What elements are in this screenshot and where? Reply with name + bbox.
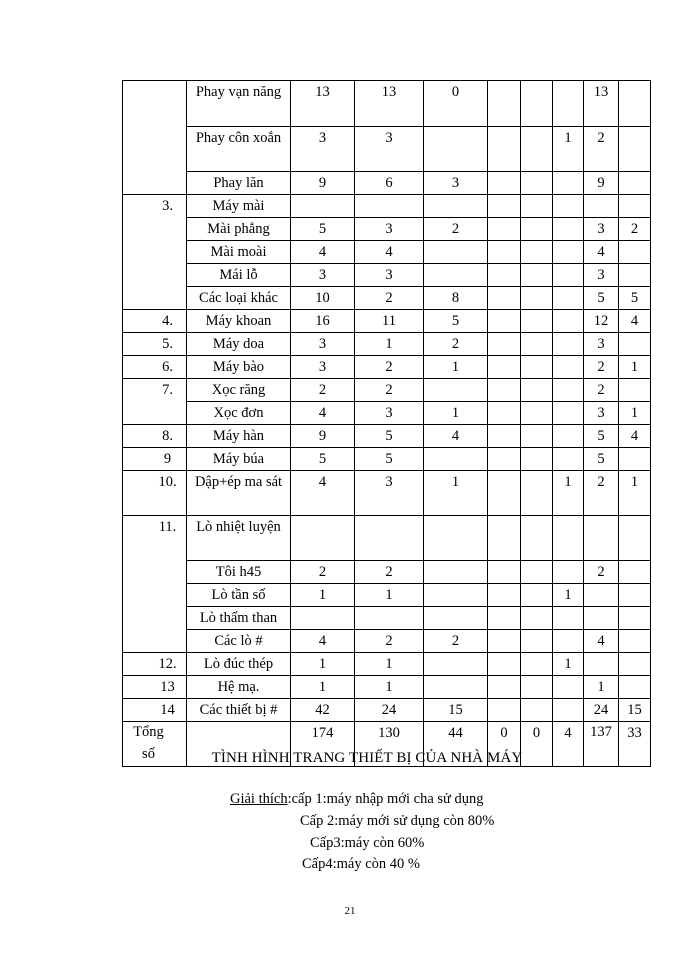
grade4-cell <box>521 676 553 699</box>
total-cell: 16 <box>291 310 355 333</box>
col-b-cell <box>619 81 651 127</box>
extra-cell <box>553 561 584 584</box>
equipment-name-cell: Máy doa <box>187 333 291 356</box>
extra-cell <box>553 287 584 310</box>
extra-cell: 4 <box>553 722 584 767</box>
col-a-cell: 2 <box>584 127 619 172</box>
col-a-cell <box>584 195 619 218</box>
col-b-cell <box>619 630 651 653</box>
equipment-name-cell: Phay lăn <box>187 172 291 195</box>
total-cell: 2 <box>291 379 355 402</box>
table-row <box>123 356 699 379</box>
total-cell <box>291 607 355 630</box>
grade2-cell <box>424 676 488 699</box>
table-row <box>123 81 699 127</box>
legend-line-3: Cấp3:máy còn 60% <box>310 835 425 851</box>
col-a-cell: 3 <box>584 218 619 241</box>
grade2-cell <box>424 653 488 676</box>
grade3-cell <box>488 218 521 241</box>
table-caption <box>0 750 700 767</box>
extra-cell: 1 <box>553 127 584 172</box>
total-label-cell: Tổng số <box>123 722 187 767</box>
table-row <box>123 218 699 241</box>
grade4-cell <box>521 584 553 607</box>
grade1-cell: 2 <box>355 379 424 402</box>
grade1-cell <box>355 516 424 561</box>
col-a-cell: 2 <box>584 356 619 379</box>
col-a-cell: 4 <box>584 241 619 264</box>
grade2-cell <box>424 379 488 402</box>
grade2-cell: 3 <box>424 172 488 195</box>
col-b-cell <box>619 584 651 607</box>
grade2-cell <box>424 584 488 607</box>
grade2-cell <box>424 607 488 630</box>
col-a-cell: 12 <box>584 310 619 333</box>
equipment-name-cell: Máy hàn <box>187 425 291 448</box>
col-b-cell: 4 <box>619 425 651 448</box>
grade1-cell: 13 <box>355 81 424 127</box>
grade3-cell <box>488 425 521 448</box>
extra-cell <box>553 676 584 699</box>
equipment-name-cell: Lò tần số <box>187 584 291 607</box>
extra-cell <box>553 241 584 264</box>
grade3-cell <box>488 264 521 287</box>
grade2-cell: 2 <box>424 218 488 241</box>
grade1-cell: 3 <box>355 471 424 516</box>
grade2-cell: 0 <box>424 81 488 127</box>
table-row <box>123 310 699 333</box>
col-a-cell: 13 <box>584 81 619 127</box>
grade1-cell: 3 <box>355 127 424 172</box>
grade2-cell: 4 <box>424 425 488 448</box>
equipment-name-cell: Mài phẳng <box>187 218 291 241</box>
grade1-cell: 2 <box>355 287 424 310</box>
table-row <box>123 699 699 722</box>
extra-cell <box>553 333 584 356</box>
table-row <box>123 653 699 676</box>
table-row <box>123 195 699 218</box>
total-cell <box>291 516 355 561</box>
grade3-cell <box>488 676 521 699</box>
extra-cell: 1 <box>553 584 584 607</box>
grade3-cell <box>488 195 521 218</box>
row-number-cell: 4. <box>123 310 187 333</box>
grade4-cell <box>521 653 553 676</box>
total-cell: 10 <box>291 287 355 310</box>
table-row <box>123 127 699 172</box>
grade3-cell <box>488 379 521 402</box>
table-row <box>123 448 699 471</box>
page-number: 21 <box>344 905 356 917</box>
grade4-cell <box>521 402 553 425</box>
grade2-cell: 2 <box>424 333 488 356</box>
total-cell: 9 <box>291 172 355 195</box>
col-b-cell: 1 <box>619 402 651 425</box>
legend-line-2: Cấp 2:máy mới sử dụng còn 80% <box>300 813 495 829</box>
col-a-cell: 3 <box>584 333 619 356</box>
grade4-cell <box>521 379 553 402</box>
total-cell: 174 <box>291 722 355 767</box>
grade3-cell <box>488 81 521 127</box>
legend-line-1 <box>230 791 484 808</box>
extra-cell <box>553 699 584 722</box>
col-b-cell: 5 <box>619 287 651 310</box>
total-cell: 3 <box>291 356 355 379</box>
total-cell: 4 <box>291 630 355 653</box>
equipment-name-cell: Phay vạn năng <box>187 81 291 127</box>
row-number-cell: 3. <box>123 195 187 310</box>
grade4-cell <box>521 81 553 127</box>
row-number-cell: 9 <box>123 448 187 471</box>
extra-cell <box>553 379 584 402</box>
total-cell: 5 <box>291 218 355 241</box>
grade2-cell <box>424 241 488 264</box>
grade3-cell <box>488 402 521 425</box>
grade4-cell <box>521 264 553 287</box>
total-cell: 3 <box>291 264 355 287</box>
equipment-name-cell: Lò đúc thép <box>187 653 291 676</box>
grade1-cell: 5 <box>355 448 424 471</box>
col-a-cell: 4 <box>584 630 619 653</box>
edge-column <box>651 81 699 767</box>
extra-cell <box>553 516 584 561</box>
grade3-cell <box>488 241 521 264</box>
col-a-cell: 2 <box>584 561 619 584</box>
total-cell: 4 <box>291 402 355 425</box>
col-a-cell: 1 <box>584 676 619 699</box>
equipment-name-cell: Hệ mạ. <box>187 676 291 699</box>
equipment-name-cell: Lò nhiệt luyện <box>187 516 291 561</box>
grade4-cell <box>521 218 553 241</box>
grade4-cell <box>521 127 553 172</box>
total-cell: 42 <box>291 699 355 722</box>
total-cell: 5 <box>291 448 355 471</box>
table-row <box>123 584 699 607</box>
grade2-cell <box>424 195 488 218</box>
grade4-cell <box>521 287 553 310</box>
col-b-cell <box>619 448 651 471</box>
row-number-cell: 5. <box>123 333 187 356</box>
extra-cell <box>553 172 584 195</box>
col-b-cell: 1 <box>619 356 651 379</box>
table-row <box>123 471 699 516</box>
extra-cell <box>553 81 584 127</box>
extra-cell <box>553 218 584 241</box>
grade1-cell: 2 <box>355 561 424 584</box>
table-row <box>123 425 699 448</box>
total-cell: 1 <box>291 653 355 676</box>
grade3-cell: 0 <box>488 722 521 767</box>
equipment-name-cell: Các lò # <box>187 630 291 653</box>
extra-cell <box>553 356 584 379</box>
col-b-cell <box>619 195 651 218</box>
col-b-cell <box>619 379 651 402</box>
equipment-name-cell: Các thiết bị # <box>187 699 291 722</box>
row-number-cell: 8. <box>123 425 187 448</box>
extra-cell: 1 <box>553 653 584 676</box>
grade1-cell: 6 <box>355 172 424 195</box>
grade1-cell: 3 <box>355 218 424 241</box>
grade1-cell: 1 <box>355 333 424 356</box>
col-a-cell: 5 <box>584 287 619 310</box>
col-b-cell <box>619 172 651 195</box>
row-number-cell: 10. <box>123 471 187 516</box>
col-b-cell <box>619 676 651 699</box>
grade1-cell: 1 <box>355 676 424 699</box>
grade4-cell <box>521 333 553 356</box>
table-row <box>123 630 699 653</box>
col-b-cell <box>619 127 651 172</box>
grade1-cell: 130 <box>355 722 424 767</box>
grade3-cell <box>488 287 521 310</box>
grade4-cell: 0 <box>521 722 553 767</box>
equipment-name-cell: Lò thấm than <box>187 607 291 630</box>
grade3-cell <box>488 630 521 653</box>
col-b-cell <box>619 241 651 264</box>
extra-cell <box>553 264 584 287</box>
legend-line-4: Cấp4:máy còn 40 % <box>302 856 420 872</box>
caption-text: TÌNH HÌNH TRANG THIẾT BỊ CỦA NHÀ MÁY <box>211 750 523 766</box>
grade2-cell <box>424 264 488 287</box>
row-number-cell: 12. <box>123 653 187 676</box>
grade2-cell <box>424 516 488 561</box>
table-row <box>123 379 699 402</box>
row-number-cell: 14 <box>123 699 187 722</box>
equipment-name-cell: Mài moài <box>187 241 291 264</box>
col-b-cell <box>619 653 651 676</box>
legend-text: :cấp 1:máy nhập mới cha sử dụng <box>287 791 484 807</box>
table-row <box>123 561 699 584</box>
equipment-name-cell: Phay côn xoắn <box>187 127 291 172</box>
grade4-cell <box>521 172 553 195</box>
grade3-cell <box>488 448 521 471</box>
col-a-cell: 3 <box>584 402 619 425</box>
equipment-name-cell: Mái lỗ <box>187 264 291 287</box>
grade4-cell <box>521 195 553 218</box>
grade4-cell <box>521 425 553 448</box>
col-b-cell <box>619 264 651 287</box>
grade1-cell: 11 <box>355 310 424 333</box>
col-b-cell <box>619 561 651 584</box>
extra-cell <box>553 310 584 333</box>
col-a-cell <box>584 584 619 607</box>
row-number-cell: 7. <box>123 379 187 425</box>
grade4-cell <box>521 607 553 630</box>
extra-cell <box>553 425 584 448</box>
total-cell: 1 <box>291 676 355 699</box>
total-cell: 3 <box>291 127 355 172</box>
col-a-cell <box>584 607 619 630</box>
col-b-cell <box>619 516 651 561</box>
grade4-cell <box>521 699 553 722</box>
grade4-cell <box>521 356 553 379</box>
grade1-cell: 1 <box>355 653 424 676</box>
grade3-cell <box>488 333 521 356</box>
grade2-cell: 5 <box>424 310 488 333</box>
grade2-cell: 1 <box>424 402 488 425</box>
col-a-cell: 5 <box>584 425 619 448</box>
grade1-cell: 4 <box>355 241 424 264</box>
table-row <box>123 287 699 310</box>
grade4-cell <box>521 561 553 584</box>
table-row <box>123 516 699 561</box>
total-cell: 1 <box>291 584 355 607</box>
total-cell: 9 <box>291 425 355 448</box>
grade1-cell: 5 <box>355 425 424 448</box>
grade3-cell <box>488 310 521 333</box>
total-cell: 4 <box>291 241 355 264</box>
grade2-cell: 8 <box>424 287 488 310</box>
grade3-cell <box>488 471 521 516</box>
col-b-cell: 1 <box>619 471 651 516</box>
total-cell <box>291 195 355 218</box>
extra-cell <box>553 630 584 653</box>
extra-cell <box>553 402 584 425</box>
grade1-cell: 3 <box>355 264 424 287</box>
table-row <box>123 172 699 195</box>
grade3-cell <box>488 607 521 630</box>
col-a-cell: 3 <box>584 264 619 287</box>
grade3-cell <box>488 516 521 561</box>
extra-cell <box>553 607 584 630</box>
row-number-cell: 13 <box>123 676 187 699</box>
col-b-cell <box>619 333 651 356</box>
equipment-name-cell: Dập+ép ma sát <box>187 471 291 516</box>
col-a-cell <box>584 653 619 676</box>
col-a-cell: 2 <box>584 471 619 516</box>
extra-cell: 1 <box>553 471 584 516</box>
grade2-cell: 15 <box>424 699 488 722</box>
col-a-cell: 2 <box>584 379 619 402</box>
grade3-cell <box>488 561 521 584</box>
equipment-name-cell: Các loại khác <box>187 287 291 310</box>
extra-cell <box>553 195 584 218</box>
total-cell: 4 <box>291 471 355 516</box>
grade1-cell: 1 <box>355 584 424 607</box>
col-b-cell <box>619 607 651 630</box>
equipment-name-cell: Máy khoan <box>187 310 291 333</box>
row-number-cell: 6. <box>123 356 187 379</box>
col-a-cell <box>584 516 619 561</box>
extra-cell <box>553 448 584 471</box>
grade2-cell <box>424 448 488 471</box>
grade1-cell: 2 <box>355 356 424 379</box>
col-a-cell: 5 <box>584 448 619 471</box>
total-cell: 3 <box>291 333 355 356</box>
grade4-cell <box>521 241 553 264</box>
grade4-cell <box>521 448 553 471</box>
col-b-cell: 15 <box>619 699 651 722</box>
col-a-cell: 9 <box>584 172 619 195</box>
grade3-cell <box>488 356 521 379</box>
equipment-table <box>122 80 699 767</box>
grade2-cell <box>424 561 488 584</box>
total-cell: 2 <box>291 561 355 584</box>
grade4-cell <box>521 471 553 516</box>
equipment-name-cell: Máy búa <box>187 448 291 471</box>
table-row <box>123 607 699 630</box>
table-row <box>123 264 699 287</box>
row-number-cell <box>123 81 187 195</box>
grade2-cell: 2 <box>424 630 488 653</box>
row-number-cell: 11. <box>123 516 187 653</box>
grade3-cell <box>488 127 521 172</box>
grade3-cell <box>488 699 521 722</box>
col-a-cell: 24 <box>584 699 619 722</box>
grade2-cell: 44 <box>424 722 488 767</box>
col-b-cell: 4 <box>619 310 651 333</box>
col-a-cell: 137 <box>584 722 619 767</box>
grade2-cell: 1 <box>424 356 488 379</box>
grade1-cell: 24 <box>355 699 424 722</box>
col-b-cell: 33 <box>619 722 651 767</box>
equipment-name-cell: Máy bào <box>187 356 291 379</box>
grade1-cell: 2 <box>355 630 424 653</box>
legend-label: Giải thích <box>230 791 288 807</box>
grade4-cell <box>521 516 553 561</box>
table-row <box>123 333 699 356</box>
table-row <box>123 241 699 264</box>
grade4-cell <box>521 630 553 653</box>
equipment-name-cell: Xọc đơn <box>187 402 291 425</box>
equipment-name-cell: Máy mài <box>187 195 291 218</box>
total-cell: 13 <box>291 81 355 127</box>
table-row <box>123 676 699 699</box>
grade3-cell <box>488 653 521 676</box>
equipment-name-cell: Tôi h45 <box>187 561 291 584</box>
grade1-cell <box>355 607 424 630</box>
col-b-cell: 2 <box>619 218 651 241</box>
grade2-cell <box>424 127 488 172</box>
table-row <box>123 402 699 425</box>
grade1-cell <box>355 195 424 218</box>
grade4-cell <box>521 310 553 333</box>
grade3-cell <box>488 172 521 195</box>
grade3-cell <box>488 584 521 607</box>
grade2-cell: 1 <box>424 471 488 516</box>
equipment-name-cell: Xọc răng <box>187 379 291 402</box>
grade1-cell: 3 <box>355 402 424 425</box>
